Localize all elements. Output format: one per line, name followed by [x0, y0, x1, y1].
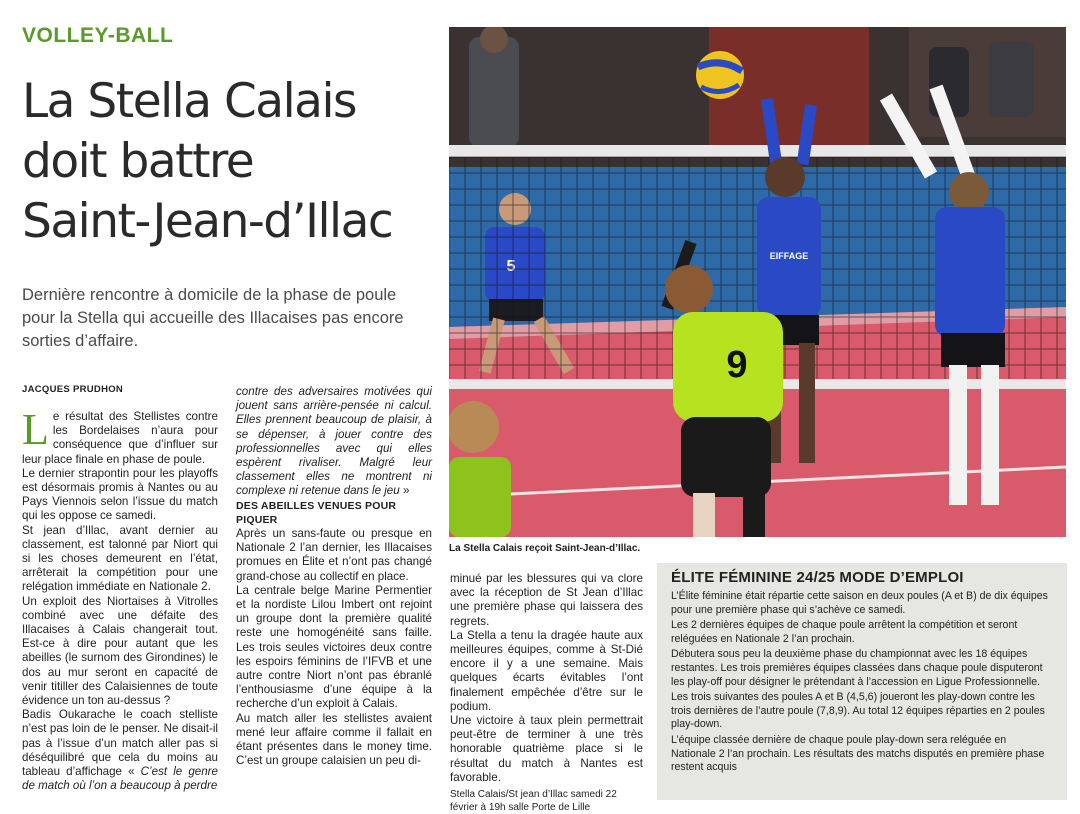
article-column-2 [236, 385, 432, 768]
article-paragraph: La centrale belge Marine Permentier et la nordiste Lilou Imbert ont rejoint un groupe dont la première qualité reste une homogénéité sans faille. Les trois seules victoires deux contre les espoirs féminins de l’IFVB et une autre contre Niort n’ont pas ébranlé l’enthousiasme d’une équipe à la recherche d’un exploit à Calais. [236, 583, 432, 711]
quote-text: C’est le genre de match où l’on a beaucoup à perdre [22, 765, 218, 793]
article-paragraph: minué par les blessures qui va clore avec la réception de St Jean d’Illac une première phase qui laissera des regrets. [450, 572, 643, 628]
article-paragraph [22, 405, 218, 467]
paragraph-text: e résultat des Stellistes contre les Bordelaises n’aura pour conséquence que d’influer sur leur place finale en phase de poule. [22, 410, 218, 466]
subheading: DES ABEILLES VENUES POUR PIQUER [236, 499, 397, 526]
info-box-title: ÉLITE FÉMININE 24/25 MODE D’EMPLOI [671, 569, 964, 586]
match-info: Stella Calais/St jean d’Illac samedi 22 février à 19h salle Porte de Lille [450, 789, 617, 814]
article-column-3 [450, 572, 643, 814]
paragraph-text: Badis Oukarache le coach stelliste n’est pas loin de le penser. Ne disait-il pas à l’issue d’un match aller pas si déséquilibré que cela du moins au tableau d’affichage « [22, 708, 218, 779]
headline-line-1: La Stella Calais [22, 74, 356, 129]
quote-text: contre des adversaires motivées qui jouent sans arrière-pensée ni calcul. Elles prennent beaucoup de plaisir, à se dépenser, à jouer contre des professionnelles avec qui elles espèrent rivaliser. Malgré leur classement elles ne montrent ni complexe ni retenue dans le jeu [236, 385, 432, 498]
quote-close: » [399, 484, 410, 498]
headline [22, 72, 432, 252]
info-box-paragraph: Débutera sous peu la deuxième phase du championnat avec les 18 équipes restantes. Les trois premières équipes classées dans chaque poule disputeront les play-off pour désigner le prétendant à l’accession en Ligue Professionnelle. [671, 648, 1043, 688]
info-box-paragraph: L’Élite féminine était répartie cette saison en deux poules (A et B) de dix équipes pour une première phase qui s’achève ce samedi. [671, 590, 1048, 616]
article-paragraph: Le dernier strapontin pour les playoffs est désormais promis à Nantes ou au Pays Viennois selon l’issue du match qui les oppose ce samedi. [22, 466, 218, 523]
volleyball-photo [449, 27, 1066, 537]
photo-caption: La Stella Calais reçoit Saint-Jean-d’Illac. [449, 543, 641, 554]
article-paragraph: Après un sans-faute ou presque en Nationale 2 l’an dernier, les Illacaises promues en Élite et n’ont pas changé grand-chose au collectif en place. [236, 527, 432, 583]
article-paragraph: La Stella a tenu la dragée haute aux meilleures équipes, comme à St-Dié encore il y a une semaine. Mais quelques écarts évitables l’ont finalement empêchée d’être sur le podium. [450, 628, 643, 713]
volleyball-ball [696, 51, 744, 99]
info-box-paragraph: L’équipe classée dernière de chaque poule play-down sera reléguée en Nationale 2 l’an prochain. Les résultats des matchs disputés en première phase restent acquis [671, 733, 1045, 774]
section-rubric: VOLLEY-BALL [22, 24, 174, 47]
info-box-paragraph: Les trois suivantes des poules A et B (4,5,6) joueront les play-down contre les trois dernières de l’autre poule (7,8,9). Au total 12 équipes réparties en 2 poules play-down. [671, 691, 1045, 731]
headline-line-3: Saint-Jean-d’Illac [22, 194, 393, 249]
article-paragraph [22, 708, 218, 793]
article-paragraph: Une victoire à taux plein permettrait peut-être de terminer à une très honorable quatrième place si le résultat du match à Nantes est favorable. [450, 714, 643, 784]
article-paragraph: St jean d’Illac, avant dernier au classement, est talonné par Niort qui si les choses demeurent en l’état, arrêterait la compétition pour une relégation immédiate en Nationale 2. [22, 523, 218, 594]
info-box-paragraph: Les 2 dernières équipes de chaque poule arrêtent la compétition et seront reléguées en Nationale 2 l’an prochain. [671, 619, 1018, 645]
drop-cap: L [22, 405, 49, 454]
standfirst: Dernière rencontre à domicile de la phase de poule pour la Stella qui accueille des Illacaises pas encore sorties d’affaire. [22, 286, 404, 350]
byline: JACQUES PRUDHON [22, 384, 124, 395]
info-box [657, 563, 1067, 800]
jersey-number-back: 5 [506, 258, 516, 275]
sponsor-logo: EIFFAGE [769, 251, 809, 261]
article-paragraph [236, 385, 432, 499]
article-paragraph: Un exploit des Niortaises à Vitrolles combiné avec une défaite des Illacaises à Calais changerait tout. Est-ce à dire pour autant que les abeilles (le surnom des Girondines) le dos au mur seront en capacité de venir titiller des Calaisiennes de toute évidence un ton au-dessus ? [22, 594, 218, 708]
article-column-1 [22, 405, 218, 793]
article-paragraph: Au match aller les stellistes avaient mené leur affaire comme il fallait en étant présentes dans le money time. C’est un groupe calaisien un peu di- [236, 711, 432, 768]
headline-line-2: doit battre [22, 134, 254, 189]
jersey-number-front: 9 [726, 344, 748, 386]
